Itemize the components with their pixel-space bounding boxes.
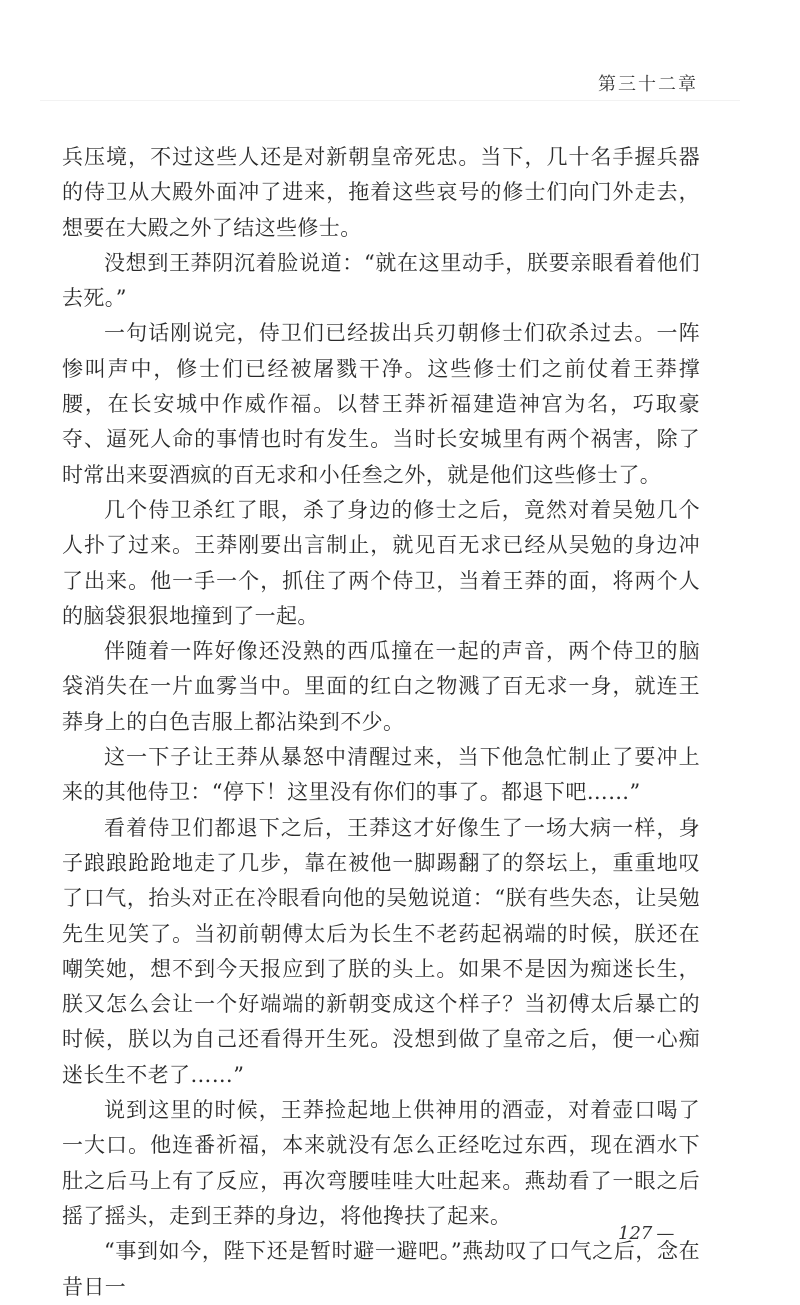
paragraph-9: “事到如今，陛下还是暂时避一避吧。”燕劫叹了口气之后，念在昔日一 xyxy=(62,1239,700,1299)
paragraph-4: 几个侍卫杀红了眼，杀了身边的修士之后，竟然对着吴勉几个人扑了过来。王莽刚要出言制止，就见百无求已经从吴勉的身边冲了出来。他一手一个，抓住了两个侍卫，当着王莽的面，将两个人的脑袋狠狠地撞到了一起。 xyxy=(62,497,700,628)
page-number xyxy=(618,1223,674,1244)
paragraph-8: 说到这里的时候，王莽捡起地上供神用的酒壶，对着壶口喝了一大口。他连番祈福，本来就没有怎么正经吃过东西，现在酒水下肚之后马上有了反应，再次弯腰哇哇大吐起来。燕劫看了一眼之后摇了摇头，走到王莽的身边，将他搀扶了起来。 xyxy=(62,1098,700,1228)
page-number-dash: — xyxy=(656,1223,675,1244)
header-divider xyxy=(40,100,740,101)
paragraph-7: 看着侍卫们都退下之后，王莽这才好像生了一场大病一样，身子踉踉跄跄地走了几步，靠在被他一脚踢翻了的祭坛上，重重地叹了口气，抬头对正在冷眼看向他的吴勉说道：“朕有些失态，让吴勉先生见笑了。当初前朝傅太后为长生不老药起祸端的时候，朕还在嘲笑她，想不到今天报应到了朕的头上。如果不是因为痴迷长生，朕又怎么会让一个好端端的新朝变成这个样子？当初傅太后暴亡的时候，朕以为自己还看得开生死。没想到做了皇帝之后，便一心痴迷长生不老了……” xyxy=(62,815,700,1087)
paragraph-6: 这一下子让王莽从暴怒中清醒过来，当下他急忙制止了要冲上来的其他侍卫：“停下！这里没有你们的事了。都退下吧……” xyxy=(62,745,700,805)
page-number-value: 127 xyxy=(618,1223,653,1244)
paragraph-5: 伴随着一阵好像还没熟的西瓜撞在一起的声音，两个侍卫的脑袋消失在一片血雾当中。里面的红白之物溅了百无求一身，就连王莽身上的白色吉服上都沾染到不少。 xyxy=(62,639,700,734)
paragraph-2: 没想到王莽阴沉着脸说道：“就在这里动手，朕要亲眼看着他们去死。” xyxy=(62,250,700,311)
chapter-header: 第三十二章 xyxy=(598,74,698,95)
paragraph-1: 兵压境，不过这些人还是对新朝皇帝死忠。当下，几十名手握兵器的侍卫从大殿外面冲了进来，拖着这些哀号的修士们向门外走去，想要在大殿之外了结这些修士。 xyxy=(62,145,700,240)
body-text xyxy=(62,140,700,1305)
paragraph-3: 一句话刚说完，侍卫们已经拔出兵刃朝修士们砍杀过去。一阵惨叫声中，修士们已经被屠戮干净。这些修士们之前仗着王莽撑腰，在长安城中作威作福。以替王莽祈福建造神宫为名，巧取豪夺、逼死人命的事情也时有发生。当时长安城里有两个祸害，除了时常出来耍酒疯的百无求和小任叁之外，就是他们这些修士了。 xyxy=(62,321,700,487)
